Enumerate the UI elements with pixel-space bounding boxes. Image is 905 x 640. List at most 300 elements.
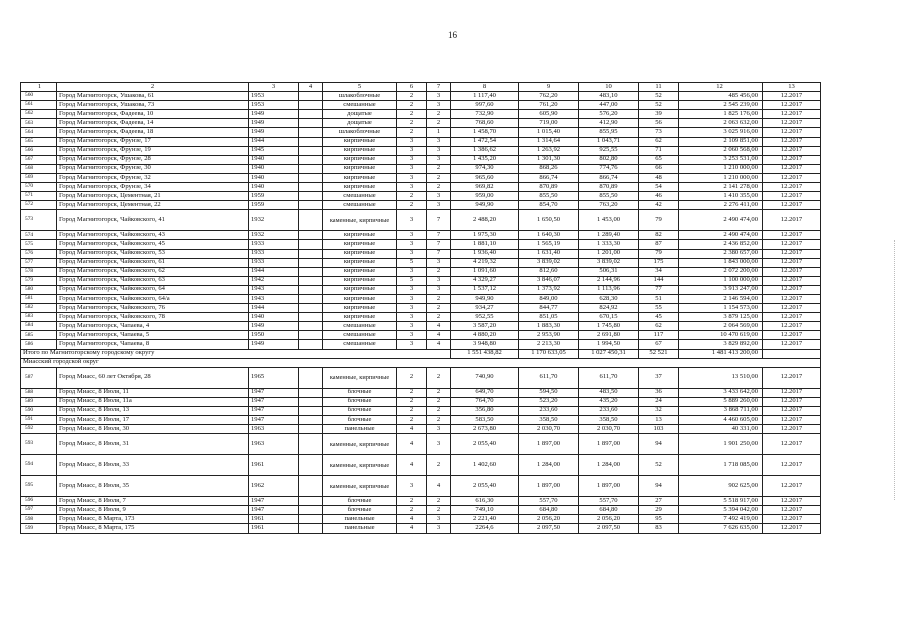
table-row: [21, 92, 821, 101]
cell-col-3: 1940: [249, 313, 299, 322]
table-row: [21, 128, 821, 137]
cell-col-7: 2: [427, 173, 451, 182]
cell-col-8: 1 936,40: [451, 249, 519, 258]
cell-col-3: 1944: [249, 267, 299, 276]
cell-col-4: [299, 406, 323, 415]
table-row: [21, 210, 821, 231]
cell-col-10: 483,50: [579, 388, 639, 397]
cell-col-4: [299, 240, 323, 249]
cell-col-11: 27: [639, 497, 679, 506]
cell-col-9: 844,77: [519, 304, 579, 313]
cell-col-13: 12.2017: [763, 322, 821, 331]
cell-col-6: 3: [397, 155, 427, 164]
cell-col-3: 1965: [249, 367, 299, 388]
cell-col-10: 1 453,00: [579, 210, 639, 231]
cell-col-11: 56: [639, 119, 679, 128]
cell-col-12: 3 253 531,00: [679, 155, 763, 164]
cell-col-5: кирпичные: [323, 258, 397, 267]
cell-col-3: 1947: [249, 406, 299, 415]
table-row: [21, 322, 821, 331]
cell-col-12: 3 829 892,00: [679, 340, 763, 349]
cell-col-9: 1 650,50: [519, 210, 579, 231]
cell-col-9: 611,70: [519, 367, 579, 388]
cell-col-7: 3: [427, 285, 451, 294]
cell-col-2: Город Магнитогорск, Чайковского, 64/а: [57, 294, 249, 303]
cell-col-11: 37: [639, 367, 679, 388]
table-row: [21, 101, 821, 110]
cell-col-5: смешанные: [323, 101, 397, 110]
cell-col-11: 13: [639, 416, 679, 425]
cell-col-11: 62: [639, 322, 679, 331]
cell-col-3: 1947: [249, 397, 299, 406]
section-heading-row: [21, 358, 821, 367]
cell-col-5: смешанные: [323, 201, 397, 210]
cell-col-6: 3: [397, 476, 427, 497]
cell-col-9: 1 883,30: [519, 322, 579, 331]
cell-col-4: [299, 434, 323, 455]
cell-col-8: 764,70: [451, 397, 519, 406]
cell-col-5: шлакоблочные: [323, 92, 397, 101]
cell-col-6: 2: [397, 367, 427, 388]
cell-col-1: 562: [21, 110, 57, 119]
cell-col-11: 32: [639, 406, 679, 415]
cell-col-11: 54: [639, 183, 679, 192]
cell-col-2: Город Миасс, 8 Марта, 175: [57, 524, 249, 533]
cell-col-12: 2 490 474,00: [679, 210, 763, 231]
cell-col-4: [299, 183, 323, 192]
cell-col-12: 1 210 000,00: [679, 164, 763, 173]
cell-col-10: 866,74: [579, 173, 639, 182]
cell-col-8: 8: [451, 83, 519, 92]
cell-col-10: 1 333,30: [579, 240, 639, 249]
cell-col-13: 12.2017: [763, 425, 821, 434]
cell-col-9: 605,90: [519, 110, 579, 119]
cell-col-10: 802,80: [579, 155, 639, 164]
cell-col-12: 1 410 355,00: [679, 192, 763, 201]
cell-col-9: 2 953,90: [519, 331, 579, 340]
cell-col-2: Город Магнитогорск, Чапаева, 5: [57, 331, 249, 340]
cell-col-10: 1 745,80: [579, 322, 639, 331]
cell-col-13: 12.2017: [763, 155, 821, 164]
cell-col-10: 855,95: [579, 128, 639, 137]
cell-col-6: 2: [397, 406, 427, 415]
cell-col-12: 2 545 239,00: [679, 101, 763, 110]
cell-col-1: 583: [21, 313, 57, 322]
cell-col-13: 12.2017: [763, 164, 821, 173]
cell-col-1: 586: [21, 340, 57, 349]
cell-col-6: 2: [397, 128, 427, 137]
cell-col-1: 591: [21, 416, 57, 425]
cell-col-10: 1 113,96: [579, 285, 639, 294]
cell-col-10: 1 284,00: [579, 455, 639, 476]
cell-col-12: 10 470 619,00: [679, 331, 763, 340]
total-label: Итого по Магнитогорскому городскому округу: [21, 349, 451, 358]
cell-col-13: 12.2017: [763, 304, 821, 313]
cell-col-13: 12.2017: [763, 367, 821, 388]
cell-col-12: 1 901 250,00: [679, 434, 763, 455]
cell-col-3: 1949: [249, 119, 299, 128]
cell-col-5: 5: [323, 83, 397, 92]
cell-col-6: 4: [397, 515, 427, 524]
cell-col-8: 965,60: [451, 173, 519, 182]
cell-col-12: 485 456,00: [679, 92, 763, 101]
cell-col-8: 949,90: [451, 294, 519, 303]
cell-col-1: 599: [21, 524, 57, 533]
cell-col-13: 12.2017: [763, 231, 821, 240]
cell-col-12: 4 460 605,00: [679, 416, 763, 425]
cell-col-3: 1959: [249, 201, 299, 210]
cell-col-7: 2: [427, 506, 451, 515]
cell-col-1: 592: [21, 425, 57, 434]
table-row: [21, 294, 821, 303]
cell-col-2: Город Миасс, 8 Июля, 30: [57, 425, 249, 434]
cell-col-7: 3: [427, 192, 451, 201]
cell-col-7: 2: [427, 110, 451, 119]
cell-col-5: кирпичные: [323, 173, 397, 182]
cell-col-11: 94: [639, 434, 679, 455]
cell-col-7: 4: [427, 322, 451, 331]
cell-col-3: 1940: [249, 164, 299, 173]
cell-col-4: [299, 313, 323, 322]
cell-col-12: 2 141 278,00: [679, 183, 763, 192]
cell-col-4: [299, 210, 323, 231]
cell-col-13: 12.2017: [763, 183, 821, 192]
cell-col-7: 4: [427, 340, 451, 349]
cell-col-2: Город Магнитогорск, Фадеева, 10: [57, 110, 249, 119]
cell-col-1: 574: [21, 231, 57, 240]
cell-col-9: 1 565,19: [519, 240, 579, 249]
cell-col-2: Город Магнитогорск, Чапаева, 4: [57, 322, 249, 331]
cell-col-6: 3: [397, 285, 427, 294]
cell-col-13: 12.2017: [763, 119, 821, 128]
table-row: [21, 267, 821, 276]
cell-col-9: 9: [519, 83, 579, 92]
cell-col-7: 2: [427, 455, 451, 476]
cell-col-5: кирпичные: [323, 137, 397, 146]
cell-col-5: кирпичные: [323, 267, 397, 276]
cell-col-6: 3: [397, 231, 427, 240]
cell-col-8: 4 329,27: [451, 276, 519, 285]
cell-col-2: Город Магнитогорск, Фрунзе, 32: [57, 173, 249, 182]
cell-col-7: 2: [427, 388, 451, 397]
cell-col-12: 1 825 176,00: [679, 110, 763, 119]
cell-col-2: Город Магнитогорск, Чайковского, 62: [57, 267, 249, 276]
cell-col-3: 1962: [249, 476, 299, 497]
cell-col-7: 3: [427, 101, 451, 110]
cell-col-4: [299, 322, 323, 331]
cell-col-4: [299, 164, 323, 173]
cell-col-1: 1: [21, 83, 57, 92]
cell-col-9: 233,60: [519, 406, 579, 415]
cell-col-11: 95: [639, 515, 679, 524]
cell-col-6: 4: [397, 455, 427, 476]
cell-col-3: 1933: [249, 240, 299, 249]
cell-col-8: 949,90: [451, 201, 519, 210]
cell-col-3: 1963: [249, 434, 299, 455]
cell-col-4: [299, 267, 323, 276]
cell-col-6: 3: [397, 249, 427, 258]
cell-col-9: 2 097,50: [519, 524, 579, 533]
cell-col-12: 7 626 635,00: [679, 524, 763, 533]
cell-col-11: 39: [639, 110, 679, 119]
cell-col-7: 2: [427, 294, 451, 303]
cell-col-5: блочные: [323, 506, 397, 515]
cell-col-10: 1 201,00: [579, 249, 639, 258]
cell-col-7: 7: [427, 210, 451, 231]
cell-col-6: 3: [397, 322, 427, 331]
cell-col-2: Город Миасс, 8 Июля, 13: [57, 406, 249, 415]
cell-col-7: 3: [427, 434, 451, 455]
cell-col-8: 2 055,40: [451, 434, 519, 455]
cell-col-5: дощатые: [323, 119, 397, 128]
cell-col-8: 1 975,30: [451, 231, 519, 240]
cell-col-7: 2: [427, 267, 451, 276]
cell-col-4: [299, 416, 323, 425]
cell-col-4: [299, 119, 323, 128]
cell-col-2: Город Магнитогорск, Ушакова, 61: [57, 92, 249, 101]
cell-col-3: 1943: [249, 294, 299, 303]
cell-col-8: 732,90: [451, 110, 519, 119]
cell-col-3: 1961: [249, 524, 299, 533]
table-row: [21, 231, 821, 240]
cell-col-6: 5: [397, 258, 427, 267]
cell-col-2: Город Миасс, 8 Марта, 173: [57, 515, 249, 524]
cell-col-7: 3: [427, 276, 451, 285]
cell-col-10: 2 056,20: [579, 515, 639, 524]
cell-col-9: 1 314,64: [519, 137, 579, 146]
cell-col-10: 774,76: [579, 164, 639, 173]
cell-col-6: 2: [397, 101, 427, 110]
cell-col-3: 1949: [249, 322, 299, 331]
cell-col-7: 2: [427, 497, 451, 506]
cell-col-8: 1 537,12: [451, 285, 519, 294]
cell-col-8: 952,55: [451, 313, 519, 322]
cell-col-12: 2 060 568,00: [679, 146, 763, 155]
cell-col-10: 435,20: [579, 397, 639, 406]
cell-col-9: 557,70: [519, 497, 579, 506]
cell-col-3: 1947: [249, 388, 299, 397]
table-row: [21, 285, 821, 294]
cell-col-12: 3 433 642,00: [679, 388, 763, 397]
cell-col-11: 103: [639, 425, 679, 434]
cell-col-9: 854,70: [519, 201, 579, 210]
cell-col-3: 1949: [249, 340, 299, 349]
cell-col-13: 12.2017: [763, 285, 821, 294]
cell-col-7: 7: [427, 240, 451, 249]
cell-col-1: 560: [21, 92, 57, 101]
cell-col-12: 1 154 573,00: [679, 304, 763, 313]
cell-col-4: [299, 304, 323, 313]
cell-col-4: [299, 285, 323, 294]
cell-col-11: 48: [639, 173, 679, 182]
cell-col-12: 1 100 000,00: [679, 276, 763, 285]
cell-col-5: кирпичные: [323, 231, 397, 240]
cell-col-9: 870,89: [519, 183, 579, 192]
cell-col-3: 1942: [249, 276, 299, 285]
table-row: [21, 258, 821, 267]
table-row: [21, 425, 821, 434]
cell-col-8: 616,30: [451, 497, 519, 506]
cell-col-6: 4: [397, 434, 427, 455]
cell-col-4: [299, 331, 323, 340]
cell-col-11: 62: [639, 137, 679, 146]
cell-col-4: [299, 397, 323, 406]
cell-col-3: 1940: [249, 183, 299, 192]
total-value: 1 481 413 200,00: [679, 349, 763, 358]
cell-col-6: 2: [397, 397, 427, 406]
cell-col-13: 12.2017: [763, 294, 821, 303]
total-value: 1 551 438,82: [451, 349, 519, 358]
cell-col-3: 1932: [249, 231, 299, 240]
cell-col-13: 13: [763, 83, 821, 92]
cell-col-7: 3: [427, 201, 451, 210]
cell-col-5: кирпичные: [323, 155, 397, 164]
cell-col-12: 5 889 260,00: [679, 397, 763, 406]
cell-col-2: Город Миасс, 60 лет Октября, 28: [57, 367, 249, 388]
cell-col-13: 12.2017: [763, 240, 821, 249]
total-value: 1 170 633,05: [519, 349, 579, 358]
cell-col-10: 628,30: [579, 294, 639, 303]
cell-col-11: 36: [639, 388, 679, 397]
cell-col-13: 12.2017: [763, 434, 821, 455]
cell-col-9: 851,05: [519, 313, 579, 322]
cell-col-13: 12.2017: [763, 313, 821, 322]
cell-col-5: смешанные: [323, 192, 397, 201]
cell-col-11: 66: [639, 164, 679, 173]
cell-col-11: 42: [639, 201, 679, 210]
cell-col-8: 3 948,80: [451, 340, 519, 349]
cell-col-8: 740,90: [451, 367, 519, 388]
cell-col-8: 969,82: [451, 183, 519, 192]
cell-col-9: 684,80: [519, 506, 579, 515]
cell-col-10: 855,50: [579, 192, 639, 201]
cell-col-8: 1 386,62: [451, 146, 519, 155]
cell-col-12: 3 913 247,00: [679, 285, 763, 294]
cell-col-10: 2 097,50: [579, 524, 639, 533]
cell-col-10: 763,20: [579, 201, 639, 210]
cell-col-3: 1943: [249, 285, 299, 294]
cell-col-7: 3: [427, 137, 451, 146]
cell-col-9: 594,50: [519, 388, 579, 397]
cell-col-7: 2: [427, 367, 451, 388]
cell-col-10: 358,50: [579, 416, 639, 425]
cell-col-2: Город Магнитогорск, Цементная, 22: [57, 201, 249, 210]
cell-col-9: 1 263,92: [519, 146, 579, 155]
cell-col-10: 483,10: [579, 92, 639, 101]
cell-col-5: смешанные: [323, 322, 397, 331]
cell-col-12: 1 718 085,00: [679, 455, 763, 476]
cell-col-12: 1 210 000,00: [679, 173, 763, 182]
cell-col-6: 3: [397, 164, 427, 173]
cell-col-8: 1 091,60: [451, 267, 519, 276]
cell-col-8: 768,60: [451, 119, 519, 128]
cell-col-9: 1 284,00: [519, 455, 579, 476]
table-row: [21, 506, 821, 515]
cell-col-4: [299, 388, 323, 397]
cell-col-11: 46: [639, 192, 679, 201]
cell-col-11: 83: [639, 524, 679, 533]
cell-col-5: блочные: [323, 406, 397, 415]
cell-col-10: 1 897,00: [579, 476, 639, 497]
cell-col-2: 2: [57, 83, 249, 92]
cell-col-4: [299, 192, 323, 201]
table-row: [21, 515, 821, 524]
cell-col-2: Город Магнитогорск, Фрунзе, 17: [57, 137, 249, 146]
cell-col-8: 4 219,32: [451, 258, 519, 267]
cell-col-3: 1961: [249, 455, 299, 476]
table-row: [21, 406, 821, 415]
cell-col-13: 12.2017: [763, 524, 821, 533]
cell-col-10: 684,80: [579, 506, 639, 515]
cell-col-8: 997,60: [451, 101, 519, 110]
cell-col-9: 1 015,40: [519, 128, 579, 137]
cell-col-11: 24: [639, 397, 679, 406]
cell-col-2: Город Миасс, 8 Июля, 35: [57, 476, 249, 497]
cell-col-7: 3: [427, 515, 451, 524]
cell-col-11: 87: [639, 240, 679, 249]
cell-col-9: 2 056,20: [519, 515, 579, 524]
cell-col-6: 3: [397, 331, 427, 340]
total-row: [21, 349, 821, 358]
cell-col-10: 1 897,00: [579, 434, 639, 455]
cell-col-7: 7: [427, 249, 451, 258]
cell-col-7: 1: [427, 128, 451, 137]
cell-col-12: 2 064 569,00: [679, 322, 763, 331]
cell-col-12: 1 843 000,00: [679, 258, 763, 267]
cell-col-9: 3 839,02: [519, 258, 579, 267]
cell-col-1: 596: [21, 497, 57, 506]
cell-col-9: 1 897,00: [519, 476, 579, 497]
cell-col-5: кирпичные: [323, 276, 397, 285]
cell-col-1: 597: [21, 506, 57, 515]
cell-col-9: 523,20: [519, 397, 579, 406]
table-row: [21, 192, 821, 201]
table-row: [21, 497, 821, 506]
cell-col-6: 4: [397, 425, 427, 434]
cell-col-5: панельные: [323, 515, 397, 524]
cell-col-4: [299, 249, 323, 258]
cell-col-8: 959,00: [451, 192, 519, 201]
cell-col-5: блочные: [323, 497, 397, 506]
cell-col-5: кирпичные: [323, 313, 397, 322]
cell-col-6: 2: [397, 119, 427, 128]
cell-col-8: 3 587,20: [451, 322, 519, 331]
cell-col-1: 565: [21, 137, 57, 146]
cell-col-1: 589: [21, 397, 57, 406]
cell-col-9: 1 301,30: [519, 155, 579, 164]
cell-col-9: 868,26: [519, 164, 579, 173]
cell-col-4: [299, 276, 323, 285]
cell-col-5: блочные: [323, 388, 397, 397]
cell-col-11: 51: [639, 294, 679, 303]
cell-col-8: 2264,6: [451, 524, 519, 533]
cell-col-7: 2: [427, 183, 451, 192]
cell-col-8: 583,50: [451, 416, 519, 425]
cell-col-4: [299, 155, 323, 164]
cell-col-11: 67: [639, 340, 679, 349]
cell-col-10: 447,00: [579, 101, 639, 110]
cell-col-11: 73: [639, 128, 679, 137]
cell-col-10: 576,20: [579, 110, 639, 119]
cell-col-12: 3 868 711,00: [679, 406, 763, 415]
cell-col-13: 12.2017: [763, 388, 821, 397]
cell-col-2: Город Магнитогорск, Фрунзе, 28: [57, 155, 249, 164]
cell-col-8: 1 472,54: [451, 137, 519, 146]
table-row: [21, 240, 821, 249]
cell-col-12: 3 025 916,00: [679, 128, 763, 137]
table-row: [21, 455, 821, 476]
cell-col-6: 2: [397, 201, 427, 210]
